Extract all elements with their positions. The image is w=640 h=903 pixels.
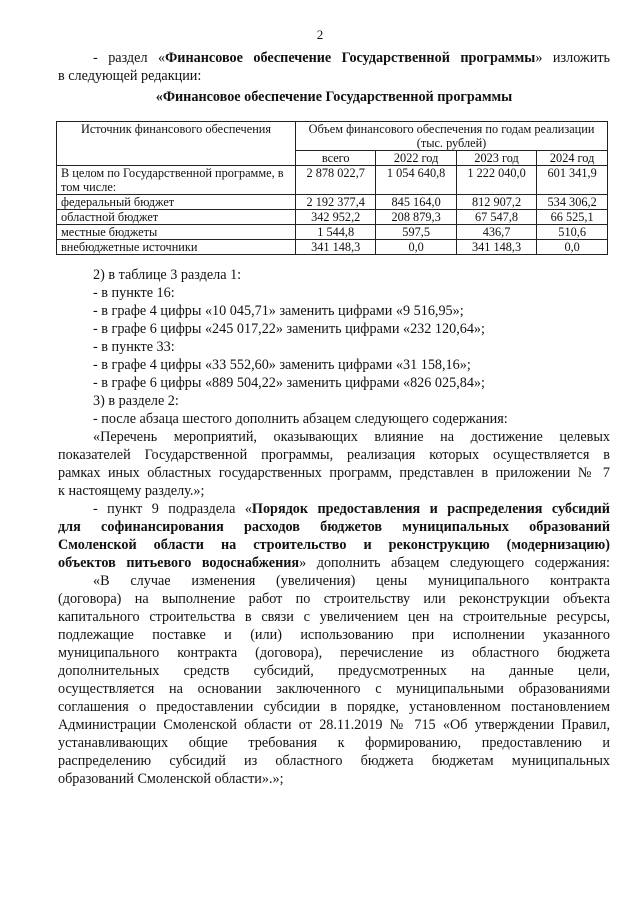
cell-2023: 436,7: [456, 225, 536, 240]
list-item: - в пункте 33:: [93, 339, 175, 355]
cell-2022: 1 054 640,8: [376, 166, 456, 195]
list-item: - в графе 4 цифры «10 045,71» заменить цифрами «9 516,95»;: [93, 303, 464, 319]
list-item: - в графе 6 цифры «889 504,22» заменить цифрами «826 025,84»;: [93, 375, 485, 391]
subsection-title-part: для софинансирования расходов бюджетов муниципальных образований: [58, 519, 610, 535]
list-item: - в пункте 16:: [93, 285, 175, 301]
intro-bold-title: Финансовое обеспечение Государственной программы: [165, 50, 536, 66]
paragraph-line: осуществляется на основании заключенного с муниципальными образованиями: [58, 681, 610, 697]
paragraph-line: образований Смоленской области».»;: [58, 771, 284, 787]
col-group-header: Объем финансового обеспечения по годам реализации (тыс. рублей): [296, 122, 608, 151]
cell-total: 2 878 022,7: [296, 166, 376, 195]
paragraph-contract-price: [58, 572, 610, 788]
col-2023-header: 2023 год: [456, 151, 536, 166]
table-row: [57, 195, 608, 210]
row-label: внебюджетные источники: [57, 240, 296, 255]
cell-2023: 341 148,3: [456, 240, 536, 255]
paragraph-line: соглашения о предоставлении субсидии в порядке, установленном постановлением: [58, 699, 610, 715]
table-row: [57, 225, 608, 240]
cell-total: 342 952,2: [296, 210, 376, 225]
cell-2024: 510,6: [537, 225, 608, 240]
cell-2022: 597,5: [376, 225, 456, 240]
section-heading-text: «Финансовое обеспечение Государственной программы: [155, 89, 513, 105]
paragraph-subsection-9: [58, 500, 610, 572]
cell-2022: 0,0: [376, 240, 456, 255]
cell-2023: 67 547,8: [456, 210, 536, 225]
cell-2022: 845 164,0: [376, 195, 456, 210]
paragraph-line: муниципального контракта (договора), перечисление из областного бюджета: [58, 645, 610, 661]
paragraph-line: показателей Государственной программы, реализация которых осуществляется в: [58, 447, 610, 463]
paragraph-line: рамках иных областных государственных программ, представлен в приложении № 7: [58, 465, 610, 481]
paragraph-line: Администрации Смоленской области от 28.11.2019 № 715 «Об утверждении Правил,: [58, 717, 610, 733]
subsection-title-part: Порядок предоставления и распределения субсидий: [251, 501, 610, 517]
col-2024-header: 2024 год: [537, 151, 608, 166]
paragraph-line: «Перечень мероприятий, оказывающих влияние на достижение целевых: [93, 429, 610, 445]
intro-line-2: в следующей редакции:: [58, 68, 202, 84]
paragraph-line: [58, 500, 610, 518]
table-row: [57, 166, 608, 195]
paragraph-prefix: - пункт 9 подраздела «: [93, 501, 252, 517]
row-label: областной бюджет: [57, 210, 296, 225]
list-item: - в графе 4 цифры «33 552,60» заменить цифрами «31 158,16»;: [93, 357, 471, 373]
cell-2023: 812 907,2: [456, 195, 536, 210]
paragraph-line: распределению субсидий из областного бюджета бюджетам муниципальных: [58, 753, 610, 769]
subsection-title-part: Смоленской области на строительство и реконструкцию (модернизацию): [58, 537, 610, 553]
paragraph-line: [58, 518, 610, 536]
intro-suffix: » изложить: [535, 50, 610, 66]
subsection-title-part: объектов питьевого водоснабжения: [58, 555, 300, 571]
intro-line-1: [58, 49, 610, 67]
paragraph-line: (договора) на выполнение работ по строительству или реконструкции объекта: [58, 591, 610, 607]
cell-2022: 208 879,3: [376, 210, 456, 225]
table-row: [57, 210, 608, 225]
list-item: 3) в разделе 2:: [93, 393, 179, 409]
cell-total: 341 148,3: [296, 240, 376, 255]
cell-2023: 1 222 040,0: [456, 166, 536, 195]
row-label: федеральный бюджет: [57, 195, 296, 210]
row-label: В целом по Государственной программе, в том числе:: [57, 166, 296, 195]
table-header-row: [57, 122, 608, 151]
finance-table: [56, 121, 608, 255]
cell-total: 2 192 377,4: [296, 195, 376, 210]
paragraph-line: «В случае изменения (увеличения) цены муниципального контракта: [93, 573, 610, 589]
cell-2024: 601 341,9: [537, 166, 608, 195]
paragraph-list-of-measures: [58, 428, 610, 500]
intro-block: [58, 49, 610, 85]
page-number: 2: [316, 27, 324, 42]
cell-total: 1 544,8: [296, 225, 376, 240]
amendment-items: [58, 266, 610, 428]
list-item: - в графе 6 цифры «245 017,22» заменить цифрами «232 120,64»;: [93, 321, 485, 337]
cell-2024: 0,0: [537, 240, 608, 255]
list-item: - после абзаца шестого дополнить абзацем следующего содержания:: [93, 411, 508, 427]
row-label: местные бюджеты: [57, 225, 296, 240]
list-item: 2) в таблице 3 раздела 1:: [93, 267, 242, 283]
paragraph-line: [58, 554, 610, 572]
paragraph-line: устанавливающих общие требования к формированию, предоставлению и: [58, 735, 610, 751]
col-2022-header: 2022 год: [376, 151, 456, 166]
paragraph-line: к настоящему разделу.»;: [58, 483, 205, 499]
intro-prefix: - раздел «: [93, 50, 166, 66]
paragraph-line: [58, 536, 610, 554]
paragraph-line: подлежащие поставке и (или) использованию при исполнении указанного: [58, 627, 610, 643]
paragraph-line: дополнительных средств субсидий, предусмотренных на данные цели,: [58, 663, 610, 679]
cell-2024: 534 306,2: [537, 195, 608, 210]
table-row: [57, 240, 608, 255]
col-source-header: Источник финансового обеспечения: [57, 122, 296, 166]
paragraph-line: капитального строительства в связи с увеличением цен на строительные ресурсы,: [58, 609, 610, 625]
paragraph-suffix: » дополнить абзацем следующего содержания:: [299, 555, 610, 571]
section-heading: [58, 88, 610, 106]
cell-2024: 66 525,1: [537, 210, 608, 225]
col-total-header: всего: [296, 151, 376, 166]
